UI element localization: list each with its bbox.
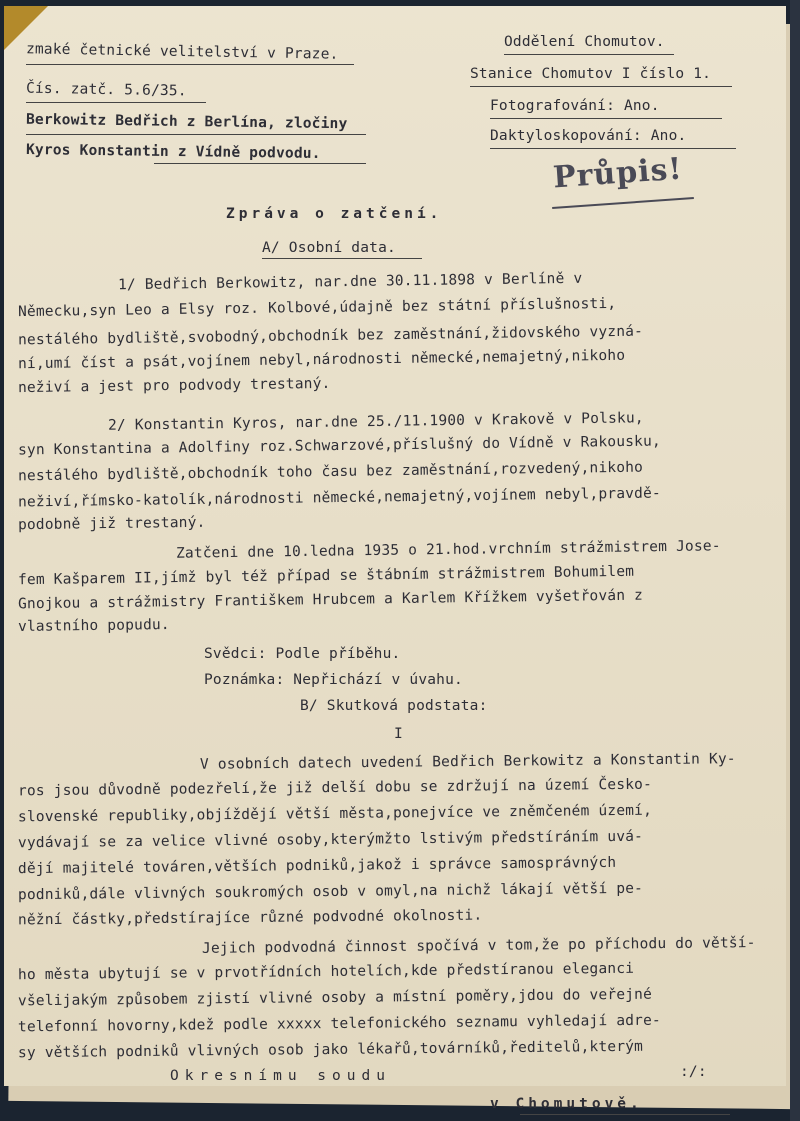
body-line-3: nestálého bydliště,svobodný,obchodník bez zaměstnání,židovského vyzná- xyxy=(17,323,644,349)
body-line-2: Německu,syn Leo a Elsy roz. Kolbové,údajně bez státní příslušnosti, xyxy=(17,295,617,321)
header-left-line2: Čís. zatč. 5.6/35. xyxy=(25,80,187,100)
header-underline-2 xyxy=(26,102,206,103)
copy-stamp: Průpis! xyxy=(551,151,684,196)
header-right-underline-4 xyxy=(490,148,736,149)
body-line-12: fem Kašparem II,jímž byl též případ se štábním strážmistrem Bohumilem xyxy=(17,563,635,589)
addressee-court-text: Okresnímu soudu xyxy=(170,1068,391,1084)
body-line-22: vydávají se za velice vlivné osoby,kterýmžto lstivým předstíráním uvá- xyxy=(17,828,644,852)
header-right-underline-1 xyxy=(504,54,674,55)
witnesses-line: Svědci: Podle příběhu. xyxy=(204,646,401,662)
body-line-9: neživí,římsko-katolík,národnosti německé,nemajetný,vojínem nebyl,pravdě- xyxy=(17,485,662,511)
body-line-8: nestálého bydliště,obchodník toho času bez zaměstnání,rozvedený,nikoho xyxy=(17,459,644,485)
body-line-5: neživí a jest pro podvody trestaný. xyxy=(17,375,331,397)
body-line-23: dějí majitelé továren,větších podniků,jakož i správce samosprávných xyxy=(17,854,617,878)
section-roman-one: I xyxy=(394,726,403,742)
addressee-place-text: v Chomutově. xyxy=(490,1096,643,1112)
body-line-26: Jejich podvodná činnost spočívá v tom,že po příchodu do větší- xyxy=(201,935,756,957)
header-underline-3 xyxy=(26,134,366,135)
header-underline-1 xyxy=(26,64,354,65)
report-title: Zpráva o zatčení. xyxy=(226,206,443,222)
section-b-title: B/ Skutková podstata: xyxy=(300,698,488,714)
stamp-underline xyxy=(552,197,694,209)
body-line-10: podobně již trestaný. xyxy=(17,514,206,534)
section-a-underline xyxy=(262,258,422,259)
body-line-21: slovenské republiky,objíždějí větší města,ponejvíce ve zněmčeném území, xyxy=(17,802,653,826)
header-right-line4: Daktyloskopování: Ano. xyxy=(490,128,687,144)
body-line-13: Gnojkou a strážmistry Františkem Hrubcem a Karlem Křížkem vyšetřován z xyxy=(17,587,644,613)
body-line-7: syn Konstantina a Adolfiny roz.Schwarzové,příslušný do Vídně v Rakousku, xyxy=(17,433,662,459)
body-line-29: telefonní hovorny,kdež podle xxxxx telefonického seznamu vyhledají adre- xyxy=(17,1012,662,1036)
header-right-line3: Fotografování: Ano. xyxy=(490,98,660,114)
header-right-underline-3 xyxy=(490,118,722,119)
body-line-24: podniků,dále vlivných soukromých osob v omyl,na nichž lákají větší pe- xyxy=(17,880,644,904)
note-line: Poznámka: Nepřichází v úvahu. xyxy=(204,672,463,688)
body-line-30: sy větších podniků vlivných osob jako lékařů,továrníků,ředitelů,kterým xyxy=(17,1038,644,1062)
body-line-1: 1/ Bedřich Berkowitz, nar.dne 30.11.1898 v Berlíně v xyxy=(117,270,583,294)
header-left-line4: Kyros Konstantin z Vídně podvodu. xyxy=(25,141,321,163)
header-left-line3: Berkowitz Bedřich z Berlína, zločiny xyxy=(25,111,348,133)
body-line-20: ros jsou důvodně podezřelí,že již delší dobu se zdržují na území Česko- xyxy=(17,776,653,800)
continuation-mark: :/: xyxy=(680,1064,707,1080)
header-left-line1: zmaké četnické velitelství v Praze. xyxy=(25,41,339,63)
addressee-place-underline xyxy=(520,1114,730,1115)
body-line-19: V osobních datech uvedení Bedřich Berkowitz a Konstantin Ky- xyxy=(199,751,736,773)
header-right-line1: Oddělení Chomutov. xyxy=(504,34,665,50)
header-underline-4 xyxy=(154,163,366,164)
header-right-underline-2 xyxy=(470,86,732,87)
body-line-4: ní,umí číst a psát,vojínem nebyl,národnosti německé,nemajetný,nikoho xyxy=(17,347,626,373)
section-a-title: A/ Osobní data. xyxy=(262,240,396,256)
body-line-11: Zatčeni dne 10.ledna 1935 o 21.hod.vrchním strážmistrem Jose- xyxy=(175,538,721,562)
header-right-line2: Stanice Chomutov I číslo 1. xyxy=(470,66,712,82)
body-line-14: vlastního popudu. xyxy=(17,616,170,636)
dark-edge xyxy=(790,0,800,1121)
body-line-25: něžní částky,předstírajíce různé podvodné okolnosti. xyxy=(17,907,483,929)
body-line-6: 2/ Konstantin Kyros, nar.dne 25./11.1900 v Krakově v Polsku, xyxy=(107,410,644,434)
body-line-28: všelijakým způsobem zjistí vlivné osoby a místní poměry,jdou do veřejné xyxy=(17,986,653,1010)
body-line-27: ho města ubytují se v prvotřídních hotelích,kde předstíranou eleganci xyxy=(17,960,635,984)
document-page xyxy=(4,6,786,1086)
